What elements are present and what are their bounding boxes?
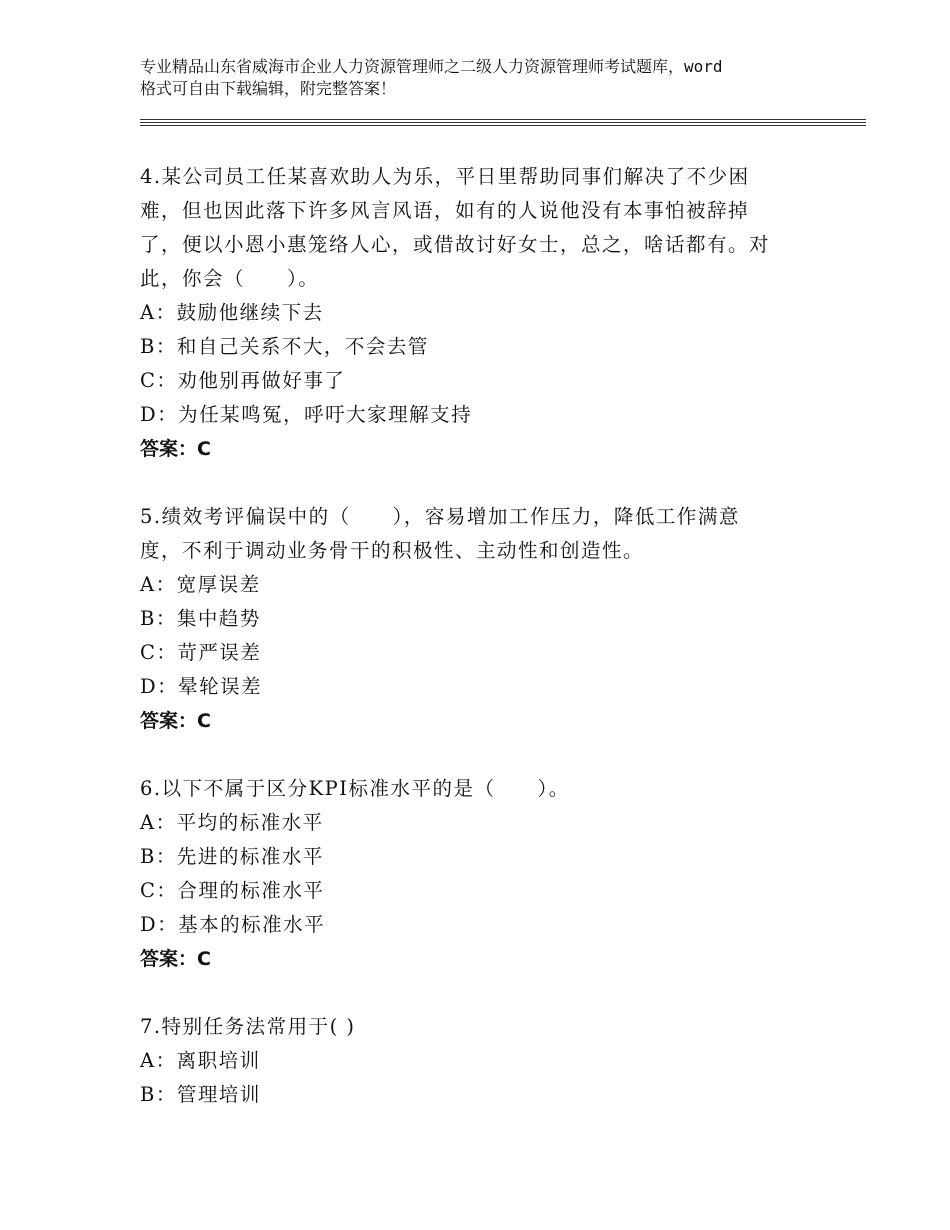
header-line-1: 专业精品山东省威海市企业人力资源管理师之二级人力资源管理师考试题库，word	[140, 57, 723, 76]
option-a: A：鼓励他继续下去	[140, 301, 324, 324]
question-line: 7.特别任务法常用于( )	[140, 1015, 356, 1038]
question-text	[140, 772, 820, 806]
question-text	[140, 500, 820, 568]
question-text	[140, 160, 820, 296]
option-d: D：为任某鸣冤，呼吁大家理解支持	[140, 403, 473, 426]
spacer	[140, 738, 820, 772]
option-c: C：合理的标准水平	[140, 879, 325, 902]
option-a: A：离职培训	[140, 1049, 261, 1072]
option-d: D：晕轮误差	[140, 675, 263, 698]
header-line-2: 格式可自由下载编辑，附完整答案！	[140, 79, 397, 98]
option-c: C：劝他别再做好事了	[140, 369, 346, 392]
option-b: B：先进的标准水平	[140, 845, 324, 868]
header-divider	[140, 119, 866, 120]
question-line: 5.绩效考评偏误中的（ ），容易增加工作压力，降低工作满意	[140, 505, 740, 528]
option-d: D：基本的标准水平	[140, 913, 326, 936]
question-line: 难，但也因此落下许多风言风语，如有的人说他没有本事怕被辞掉	[140, 199, 750, 222]
answer-label: 答案：C	[140, 438, 211, 460]
option-a: A：平均的标准水平	[140, 811, 324, 834]
question-text	[140, 1010, 820, 1044]
option-b: B：和自己关系不大，不会去管	[140, 335, 429, 358]
question-list	[140, 160, 820, 1112]
question-5	[140, 500, 820, 738]
spacer	[140, 466, 820, 500]
header-divider	[140, 122, 866, 123]
question-line: 度，不利于调动业务骨干的积极性、主动性和创造性。	[140, 539, 645, 562]
question-line: 此，你会（ ）。	[140, 267, 320, 290]
option-a: A：宽厚误差	[140, 573, 261, 596]
header-divider	[140, 125, 866, 126]
option-b: B：管理培训	[140, 1083, 261, 1106]
option-c: C：苛严误差	[140, 641, 262, 664]
answer-label: 答案：C	[140, 710, 211, 732]
option-b: B：集中趋势	[140, 607, 261, 630]
spacer	[140, 976, 820, 1010]
question-line: 6.以下不属于区分KPI标准水平的是（ ）。	[140, 777, 570, 800]
question-line: 了，便以小恩小惠笼络人心，或借故讨好女士，总之，啥话都有。对	[140, 233, 771, 256]
question-4	[140, 160, 820, 466]
answer-label: 答案：C	[140, 948, 211, 970]
question-7	[140, 1010, 820, 1112]
document-header	[140, 56, 840, 100]
question-line: 4.某公司员工任某喜欢助人为乐，平日里帮助同事们解决了不少困	[140, 165, 750, 188]
question-6	[140, 772, 820, 976]
